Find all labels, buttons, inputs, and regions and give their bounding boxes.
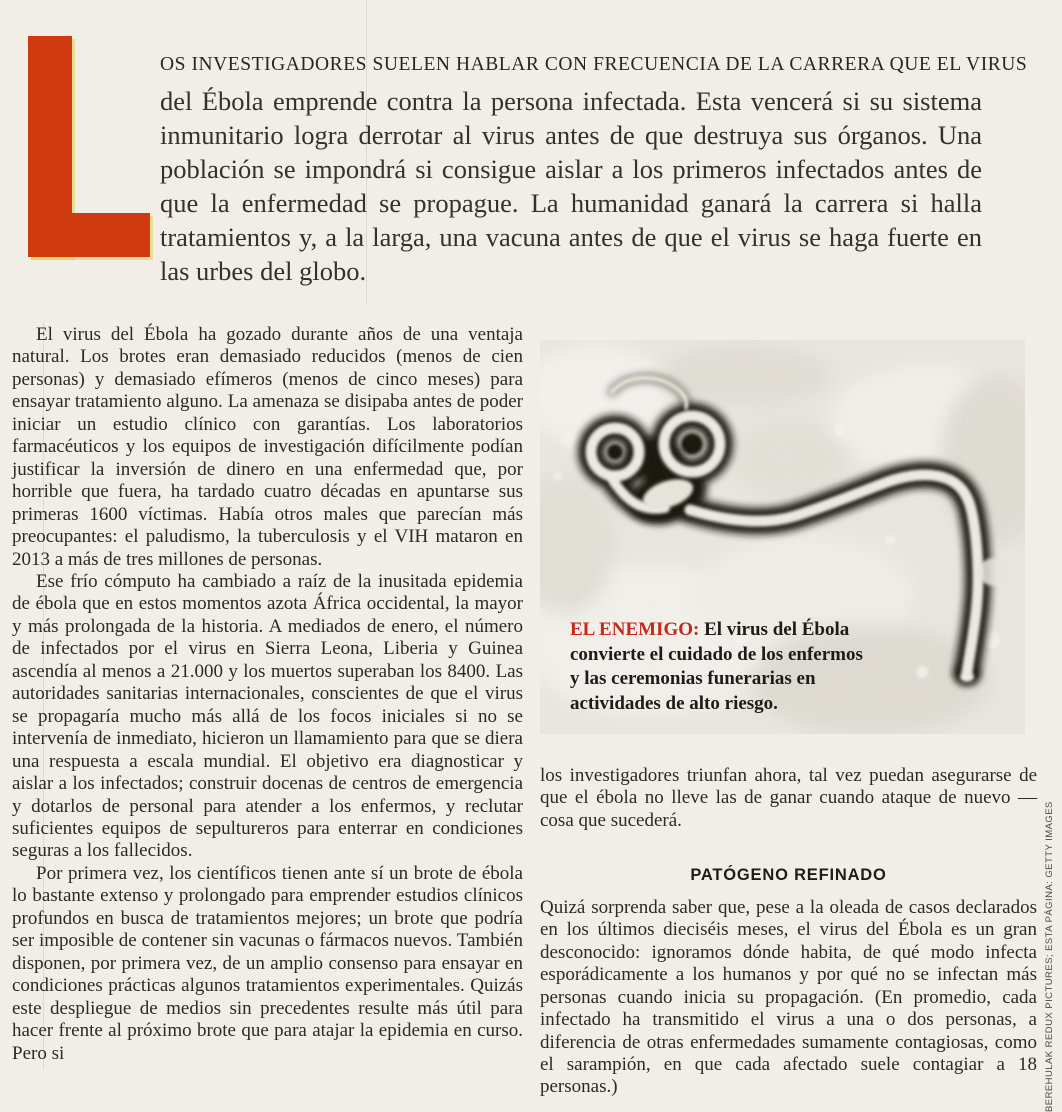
left-paragraph-1: El virus del Ébola ha gozado durante años de una ventaja natural. Los brotes eran demasiado reducidos (menos de cien personas) y demasiado efímeros (menos de cinco meses) para ensayar tratamiento alguno. La amenaza se disipaba antes de poder iniciar un estudio clínico con garantías. Los laboratorios farmacéuticos y los equipos de investigación difícilmente podían justificar la inversión de dinero en una enfermedad que, por horrible que fuera, ha tardado cuatro décadas en apuntarse sus primeras 1600 víctimas. Había otros males que parecían más preocupantes: el paludismo, la tuberculosis y el VIH mataron en 2013 a más de tres millones de personas. <box>12 324 523 570</box>
section-heading: PATÓGENO REFINADO <box>690 866 887 885</box>
right-column <box>540 765 1037 1099</box>
dropcap-letter <box>28 36 150 257</box>
figure-caption <box>570 618 872 716</box>
right-continuation-paragraph: los investigadores triunfan ahora, tal vez puedan asegurarse de que el ébola no lleve las de ganar cuando ataque de nuevo —cosa que sucederá. <box>540 765 1037 831</box>
photo-credit: BEREHULAK REDUX PICTURES; ESTA PÁGINA: GETTY IMAGES <box>1044 801 1055 1112</box>
right-paragraph: Quizá sorprenda saber que, pese a la oleada de casos declarados en los últimos dieciséis meses, el virus del Ébola es un gran desconocido: ignoramos dónde habita, de qué modo infecta esporádicamente a los humanos y por qué no se infectan más personas cuando inicia su propagación. (En promedio, cada infectado ha transmitido el virus a una o dos personas, a diferencia de otras enfermedades sumamente contagiosas, como el sarampión, en que cada afectado suele contagiar a 18 personas.) <box>540 896 1037 1098</box>
figure-caption-text: El virus del Ébola convierte el cuidado de los enfermos y las ceremonias funerarias en actividades de alto riesgo. <box>570 619 863 714</box>
figure-caption-label: EL ENEMIGO: <box>570 619 700 640</box>
ebola-micrograph-figure <box>540 340 1025 734</box>
intro-body: del Ébola emprende contra la persona infectada. Esta vencerá si su sistema inmunitario logra derrotar al virus antes de que destruya sus órganos. Una población se impondrá si consigue aislar a los primeros infectados antes de que la enfermedad se propague. La humanidad ganará la carrera si halla tratamientos y, a la larga, una vacuna antes de que el virus se haga fuerte en las urbes del globo. <box>160 86 982 286</box>
left-paragraph-3: Por primera vez, los científicos tienen ante sí un brote de ébola lo bastante extenso y prolongado para emprender estudios clínicos profundos en busca de tratamientos mejores; un brote que podría ser imposible de contener sin vacunas o fármacos nuevos. También disponen, por primera vez, de un amplio consenso para ensayar en condiciones prácticas algunos tratamientos experimentales. Quizás este despliegue de medios sin precedentes resulte más útil para hacer frente al próximo brote que para atajar la epidemia en curso. Pero si <box>12 862 523 1064</box>
intro-lead-caps: OS INVESTIGADORES SUELEN HABLAR CON FRECUENCIA DE LA CARRERA QUE EL VIRUS <box>160 54 1028 75</box>
left-paragraph-2: Ese frío cómputo ha cambiado a raíz de la inusitada epidemia de ébola que en estos momentos azota África occidental, la mayor y más prolongada de la historia. A mediados de enero, el número de infectados por el virus en Sierra Leona, Liberia y Guinea ascendía al menos a 21.000 y los muertos superaban los 8400. Las autoridades sanitarias internacionales, conscientes de que el virus se propagaría mucho más allá de los focos iniciales si no se intervenía de inmediato, hicieron un llamamiento para que se diera una respuesta a escala mundial. El objetivo era diagnosticar y aislar a los infectados; construir docenas de centros de emergencia y dotarlos de personal para atender a los enfermos, y reclutar suficientes equipos de sepultureros para enterrar en condiciones seguras a los fallecidos. <box>12 570 523 862</box>
dropcap-foot <box>28 213 150 257</box>
intro-paragraph <box>160 50 1028 288</box>
left-column <box>12 324 523 1065</box>
